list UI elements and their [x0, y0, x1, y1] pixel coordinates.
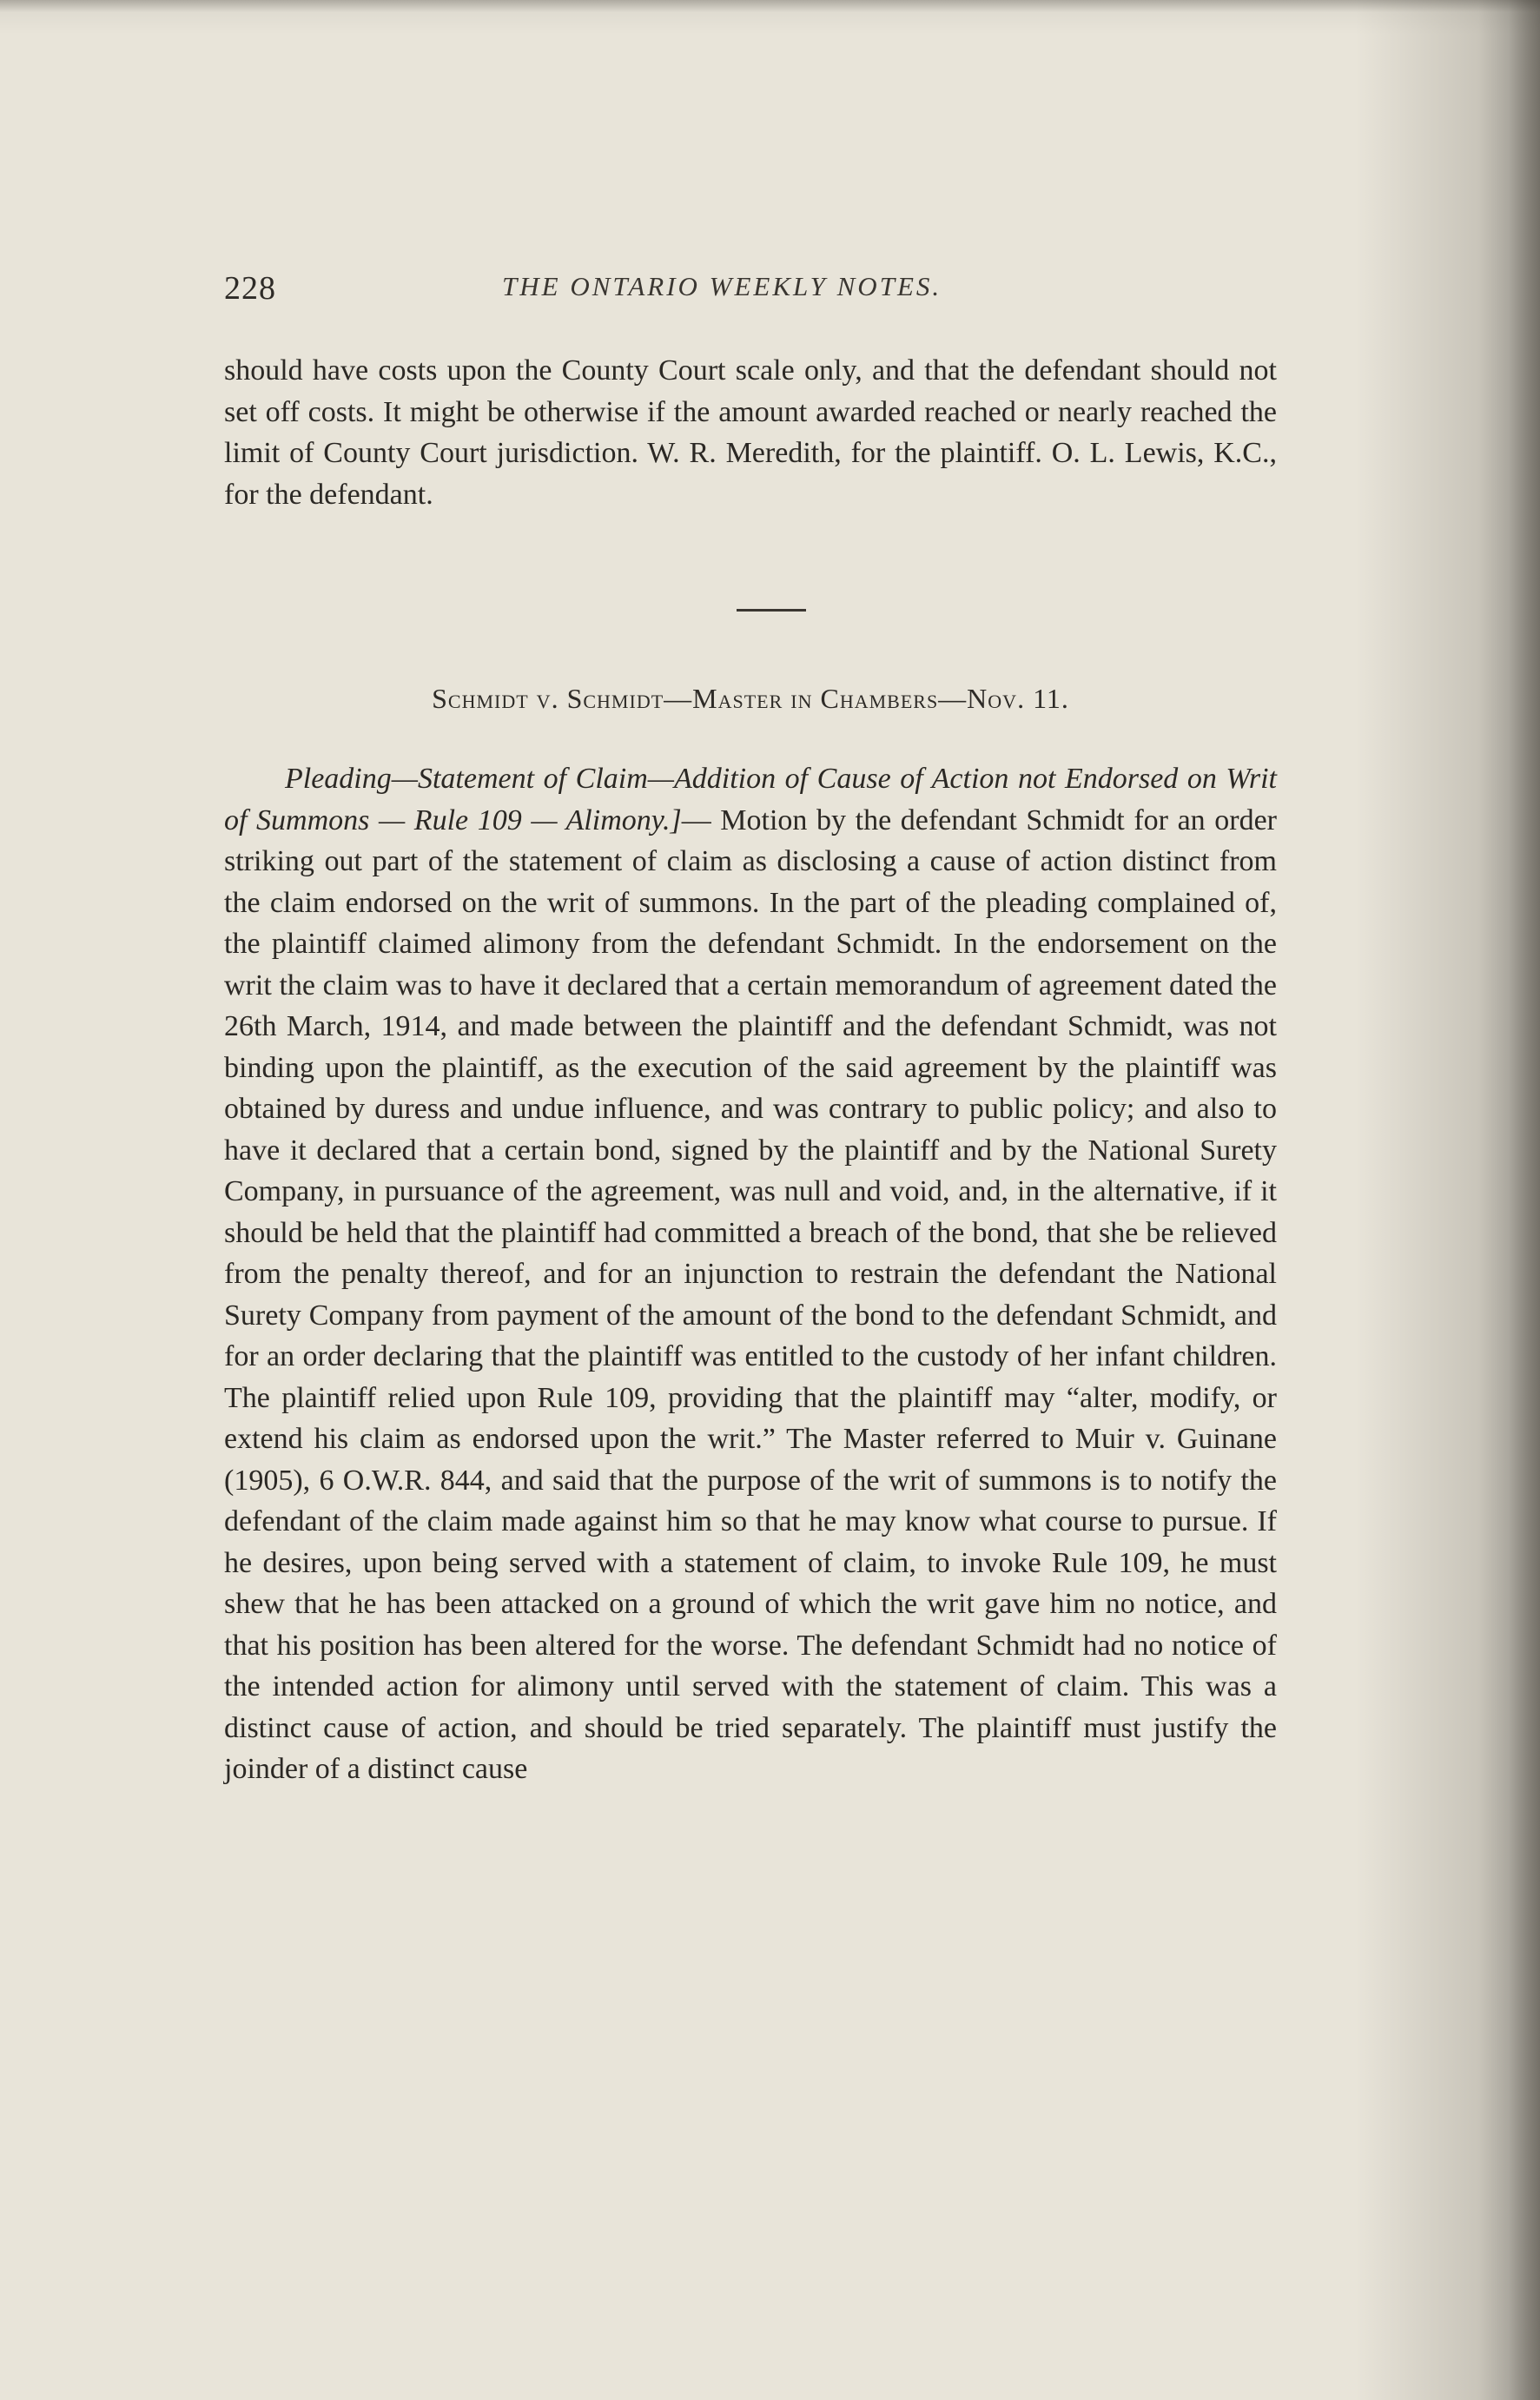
case-headnote: Pleading—Statement of Claim—Addition of Cause of Action not Endorsed on Writ of Summons — Rule 109 — Alimony.] [224, 763, 1277, 836]
page-header [224, 261, 1277, 313]
section-divider [737, 609, 806, 612]
case-report-body: — Motion by the defendant Schmidt for an order striking out part of the statement of claim as disclosing a cause of action distinct from the claim endorsed on the writ of summons. In the part of the pleading complained of, the plaintiff claimed alimony from the defendant Schmidt. In the endorsement on the writ the claim was to have it declared that a certain memorandum of agreement dated the 26th March, 1914, and made between the plaintiff and the defendant Schmidt, was not binding upon the plaintiff, as the execution of the said agreement by the plaintiff was obtained by duress and undue influence, and was contrary to public policy; and also to have it declared that a certain bond, signed by the plaintiff and by the National Surety Company, in pursuance of the agreement, was null and void, and, in the alternative, if it should be held that the plaintiff had committed a breach of the bond, that she be relieved from the penalty thereof, and for an injunction to restrain the defendant the National Surety Company from payment of the amount of the bond to the defendant Schmidt, and for an order declaring that the plaintiff was entitled to the custody of her infant children. The plaintiff relied upon Rule 109, providing that the plaintiff may “alter, modify, or extend his claim as endorsed upon the writ.” The Master referred to Muir v. Guinane (1905), 6 O.W.R. 844, and said that the purpose of the writ of summons is to notify the defendant of the claim made against him so that he may know what course to pursue. If he desires, upon being served with a statement of claim, to invoke Rule 109, he must shew that he has been attacked on a ground of which the writ gave him no notice, and that his position has been altered for the worse. The defendant Schmidt had no notice of the intended action for alimony until served with the statement of claim. This was a distinct cause of action, and should be tried separately. The plaintiff must justify the joinder of a distinct cause [224, 803, 1278, 1785]
paragraph-continuation: should have costs upon the County Court scale only, and that the defendant should not set off costs. It might be otherwise if the amount awarded reached or nearly reached the limit of County Court jurisdiction. W. R. Meredith, for the plaintiff. O. L. Lewis, K.C., for the defendant. [224, 354, 1277, 511]
page-number: 228 [224, 270, 276, 307]
case-report-paragraph [224, 758, 1277, 1790]
case-heading: Schmidt v. Schmidt—Master in Chambers—Nov. 11. [432, 683, 1069, 714]
page-binding-edge [1509, 0, 1540, 2400]
page-top-shadow [0, 0, 1540, 12]
running-head: THE ONTARIO WEEKLY NOTES. [502, 271, 942, 301]
